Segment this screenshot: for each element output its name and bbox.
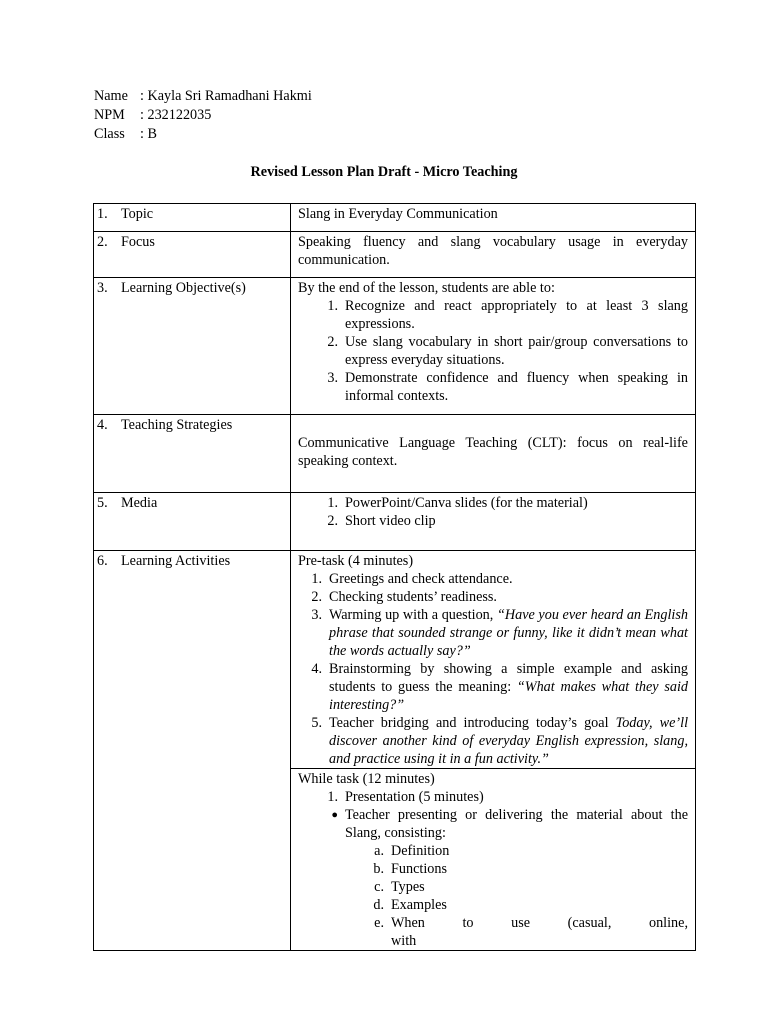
- list-item: 2. Short video clip: [327, 513, 436, 529]
- row-label-topic: Topic: [121, 206, 154, 222]
- whiletask-heading: While task (12 minutes): [298, 771, 435, 787]
- list-item: ● Teacher presenting or delivering the material about the Slang, consisting:: [331, 807, 688, 841]
- table-row-focus: [94, 232, 696, 278]
- table-row-media: [94, 493, 696, 551]
- student-info: [94, 87, 312, 144]
- npm-value: : 232122035: [140, 107, 212, 123]
- table-row-objectives: [94, 278, 696, 415]
- list-item: 1. Presentation (5 minutes): [327, 789, 484, 805]
- list-item: d. Examples: [373, 897, 447, 913]
- topic-value: Slang in Everyday Communication: [298, 206, 498, 222]
- list-item: b. Functions: [373, 861, 447, 877]
- row-number: 2.: [97, 234, 108, 250]
- row-label-focus: Focus: [121, 234, 155, 250]
- list-item: c. Types: [374, 879, 425, 895]
- lesson-plan-table: [93, 203, 696, 951]
- list-item: e. When to use (casual, online, with: [374, 915, 688, 949]
- strategies-value: Communicative Language Teaching (CLT): focus on real-life speaking context.: [298, 435, 688, 469]
- row-label-activities: Learning Activities: [121, 553, 231, 569]
- list-item: 2. Checking students’ readiness.: [311, 589, 497, 605]
- row-number: 4.: [97, 417, 108, 433]
- focus-value: Speaking fluency and slang vocabulary usage in everyday communication.: [298, 234, 688, 268]
- document-title: Revised Lesson Plan Draft - Micro Teaching: [250, 164, 518, 180]
- row-number: 6.: [97, 553, 108, 569]
- list-item: 4. Brainstorming by showing a simple example and asking students to guess the meaning: “What makes what they said interesting?”: [311, 661, 688, 713]
- list-item: 1. PowerPoint/Canva slides (for the material): [327, 495, 588, 511]
- name-label: Name: [94, 88, 128, 104]
- row-number: 5.: [97, 495, 108, 511]
- class-value: : B: [140, 126, 157, 142]
- pretask-heading: Pre-task (4 minutes): [298, 553, 414, 569]
- objectives-intro: By the end of the lesson, students are able to:: [298, 280, 555, 296]
- row-label-objectives: Learning Objective(s): [121, 280, 246, 296]
- name-value: : Kayla Sri Ramadhani Hakmi: [140, 88, 312, 104]
- list-item: 2. Use slang vocabulary in short pair/group conversations to express everyday situations.: [327, 334, 688, 368]
- row-label-media: Media: [121, 495, 158, 511]
- list-item: 1. Recognize and react appropriately to at least 3 slang expressions.: [327, 298, 688, 332]
- list-item: 3. Demonstrate confidence and fluency when speaking in informal contexts.: [327, 370, 688, 404]
- list-item: a. Definition: [374, 843, 450, 859]
- table-row-activities: [94, 551, 696, 769]
- list-item: 1. Greetings and check attendance.: [311, 571, 513, 587]
- class-label: Class: [94, 126, 125, 142]
- table-row-topic: [94, 204, 696, 232]
- row-label-strategies: Teaching Strategies: [121, 417, 233, 433]
- npm-label: NPM: [94, 107, 125, 123]
- list-item: 5. Teacher bridging and introducing today’s goal Today, we’ll discover another kind of everyday English expression, slang, and practice using it in a fun activity.”: [311, 715, 689, 767]
- row-number: 1.: [97, 206, 108, 222]
- table-row-strategies: [94, 415, 696, 493]
- row-number: 3.: [97, 280, 108, 296]
- list-item: 3. Warming up with a question, “Have you ever heard an English phrase that sounded strange or funny, like it didn’t mean what the words actually say?”: [311, 607, 688, 659]
